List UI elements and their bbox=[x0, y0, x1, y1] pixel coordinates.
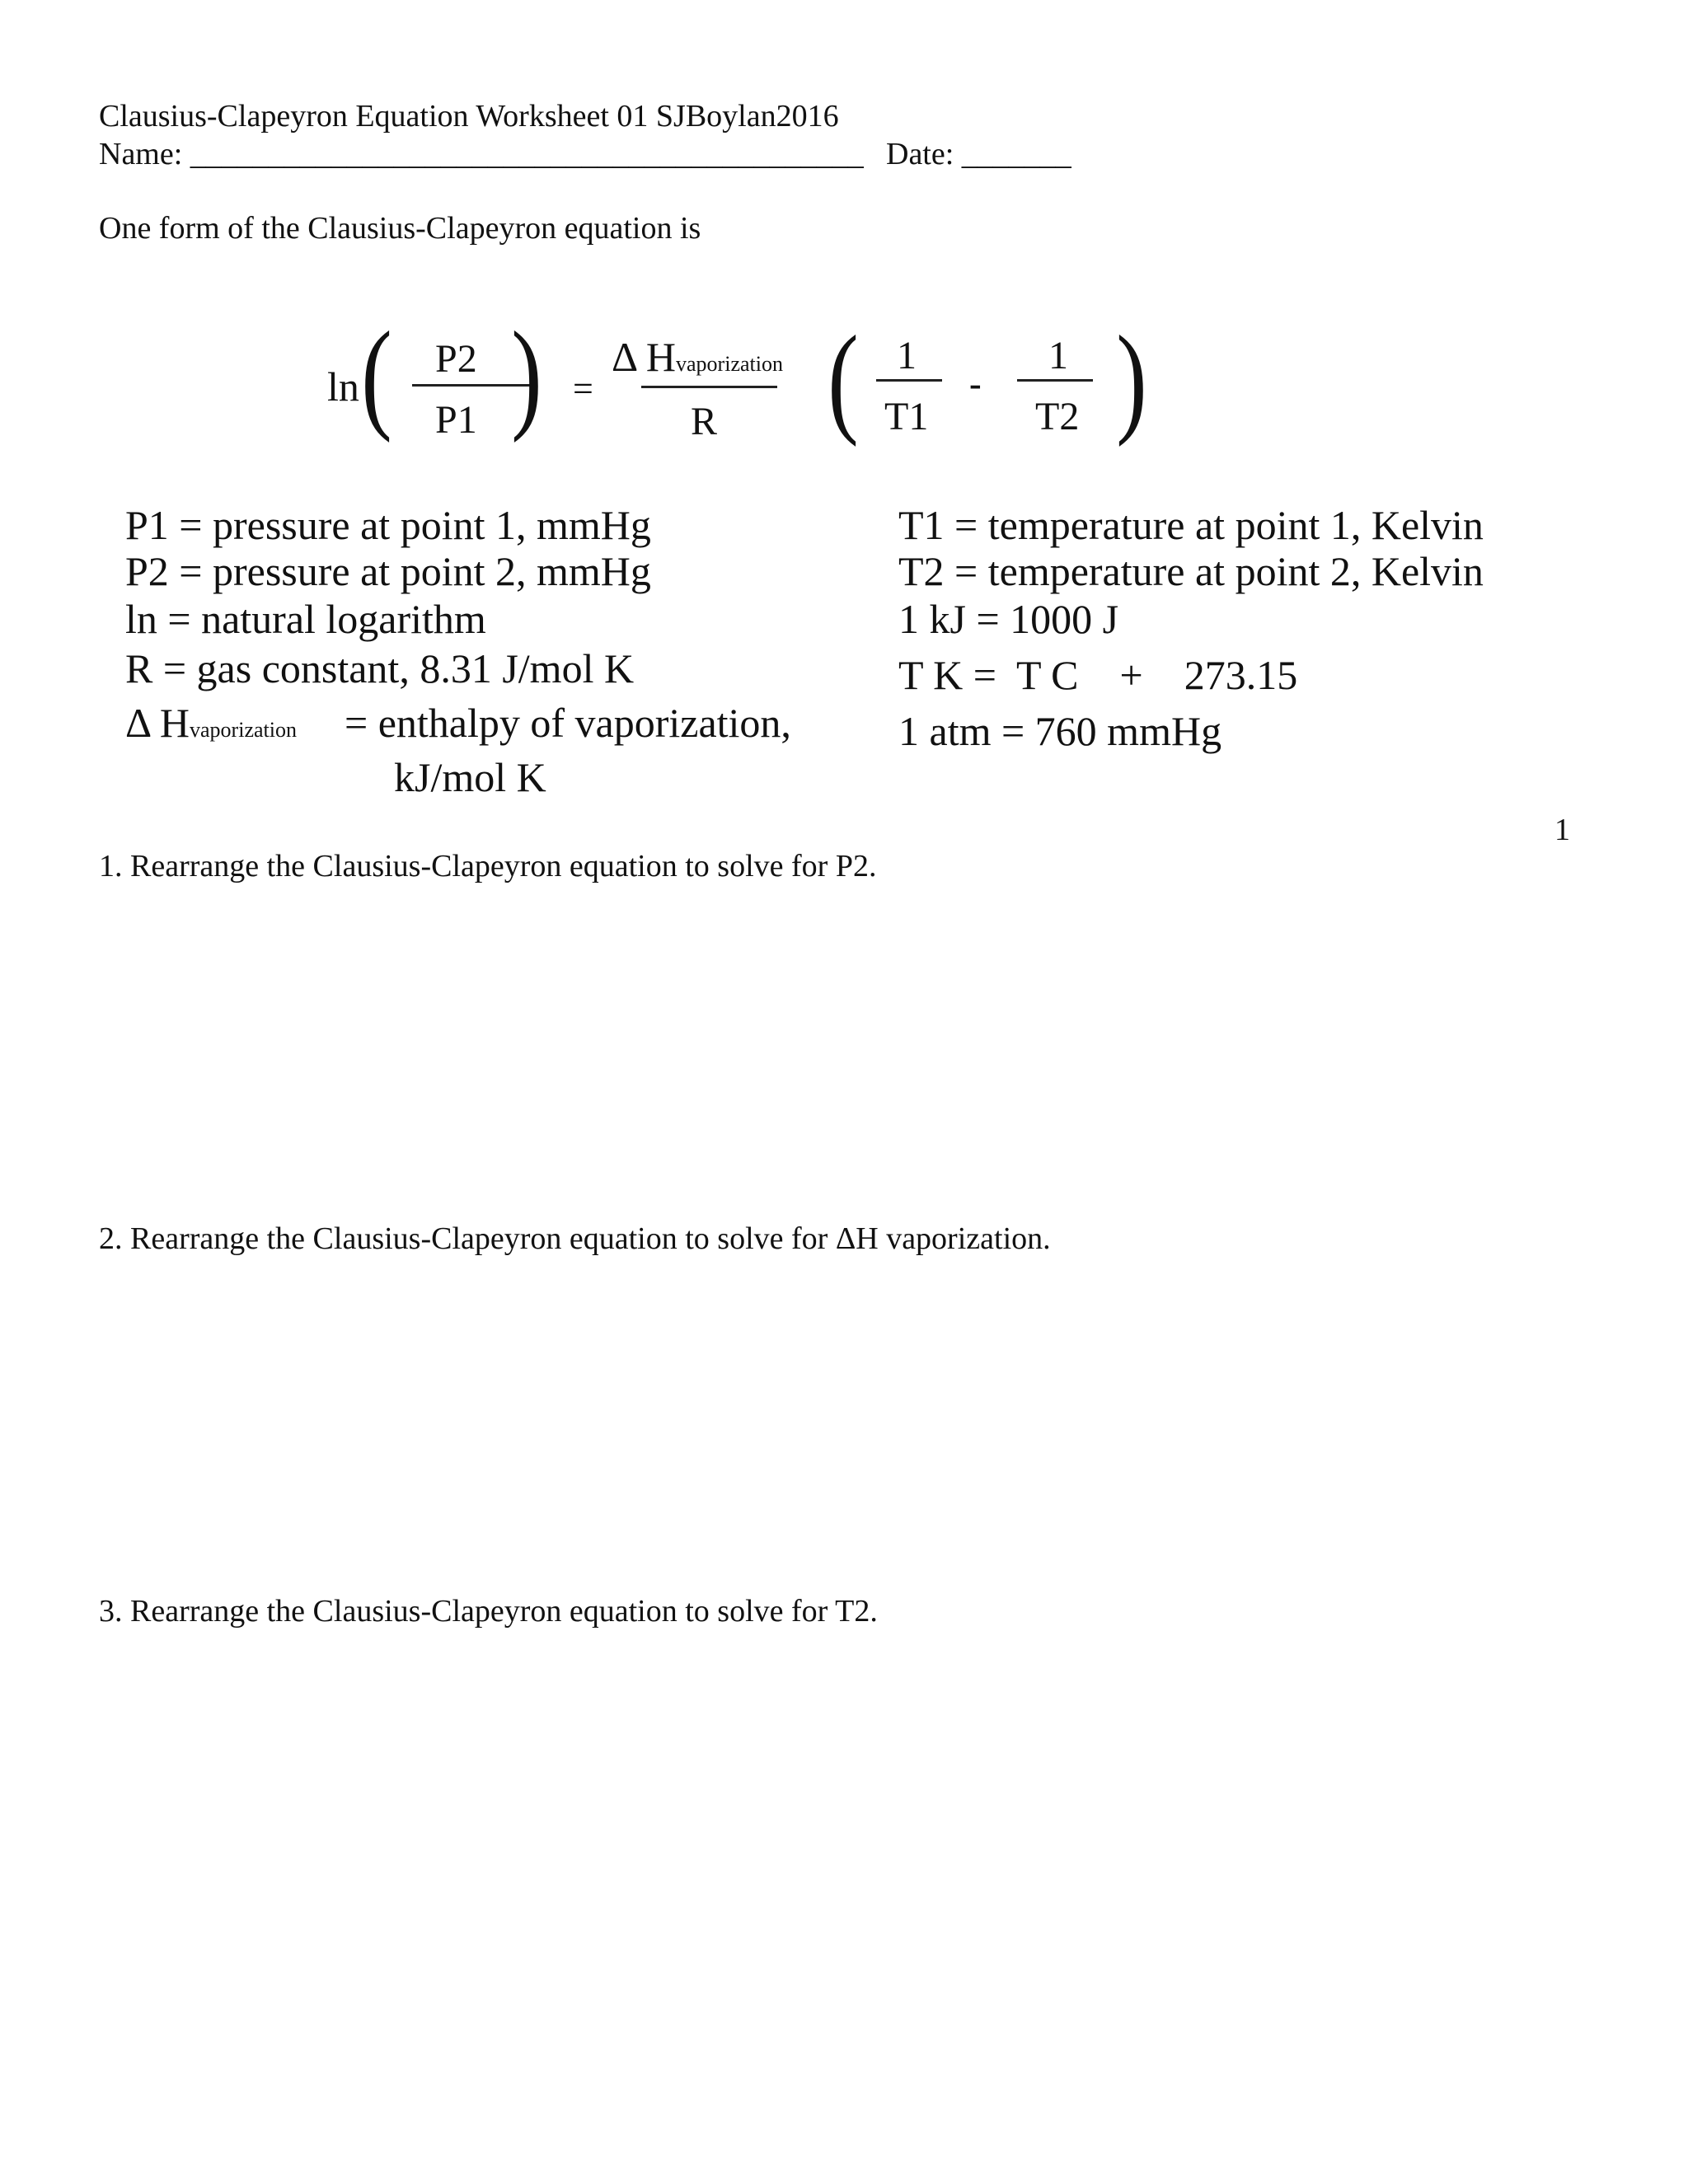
def-t1: T1 = temperature at point 1, Kelvin bbox=[898, 502, 1484, 548]
question-2: 2. Rearrange the Clausius-Clapeyron equation to solve for ΔH vaporization. bbox=[99, 1221, 1051, 1256]
def-kj: 1 kJ = 1000 J bbox=[898, 596, 1119, 642]
eq-r: R bbox=[691, 400, 718, 443]
def-enthalpy-sub: vaporization bbox=[190, 718, 297, 742]
def-enthalpy-delta: Δ H bbox=[125, 700, 190, 746]
eq-minus: - bbox=[969, 363, 982, 404]
eq-delta-h-sub: vaporization bbox=[676, 352, 783, 376]
def-t2: T2 = temperature at point 2, Kelvin bbox=[898, 548, 1484, 594]
eq-left-paren-2: ( bbox=[828, 311, 859, 448]
eq-ln: ln bbox=[327, 363, 359, 410]
def-enthalpy-symbol bbox=[125, 700, 297, 746]
eq-delta-h bbox=[612, 333, 783, 381]
page-number: 1 bbox=[1554, 813, 1570, 847]
eq-fraction-line-h bbox=[641, 386, 777, 388]
date-field-label: Date: _______ bbox=[886, 137, 1071, 171]
def-enthalpy-units: kJ/mol K bbox=[394, 754, 546, 800]
def-kelvin: T K = T C + 273.15 bbox=[898, 652, 1298, 698]
eq-fraction-line-t2 bbox=[1017, 379, 1093, 382]
question-1: 1. Rearrange the Clausius-Clapeyron equation to solve for P2. bbox=[99, 849, 877, 883]
worksheet-title: Clausius-Clapeyron Equation Worksheet 01 SJBoylan2016 bbox=[99, 99, 839, 134]
def-enthalpy-text: = enthalpy of vaporization, bbox=[345, 700, 791, 746]
eq-one-b: 1 bbox=[1048, 334, 1068, 377]
eq-right-paren-2: ) bbox=[1116, 311, 1147, 448]
eq-p2: P2 bbox=[435, 337, 477, 381]
eq-equals: = bbox=[573, 368, 593, 409]
def-p1: P1 = pressure at point 1, mmHg bbox=[125, 502, 651, 548]
eq-t1: T1 bbox=[884, 395, 929, 438]
def-ln: ln = natural logarithm bbox=[125, 596, 486, 642]
intro-text: One form of the Clausius-Clapeyron equation is bbox=[99, 211, 701, 246]
question-3: 3. Rearrange the Clausius-Clapeyron equation to solve for T2. bbox=[99, 1594, 878, 1629]
def-p2: P2 = pressure at point 2, mmHg bbox=[125, 548, 651, 594]
def-atm: 1 atm = 760 mmHg bbox=[898, 708, 1222, 754]
eq-p1: P1 bbox=[435, 398, 477, 442]
eq-fraction-line-t1 bbox=[876, 379, 942, 382]
eq-left-paren-1: ( bbox=[361, 307, 392, 443]
eq-one-a: 1 bbox=[897, 334, 917, 377]
eq-t2: T2 bbox=[1035, 395, 1080, 438]
name-field-label: Name: ___________________________________________ bbox=[99, 137, 864, 171]
def-r: R = gas constant, 8.31 J/mol K bbox=[125, 645, 635, 691]
eq-right-paren-1: ) bbox=[511, 307, 542, 443]
eq-delta-h-symbol: Δ H bbox=[612, 334, 677, 380]
